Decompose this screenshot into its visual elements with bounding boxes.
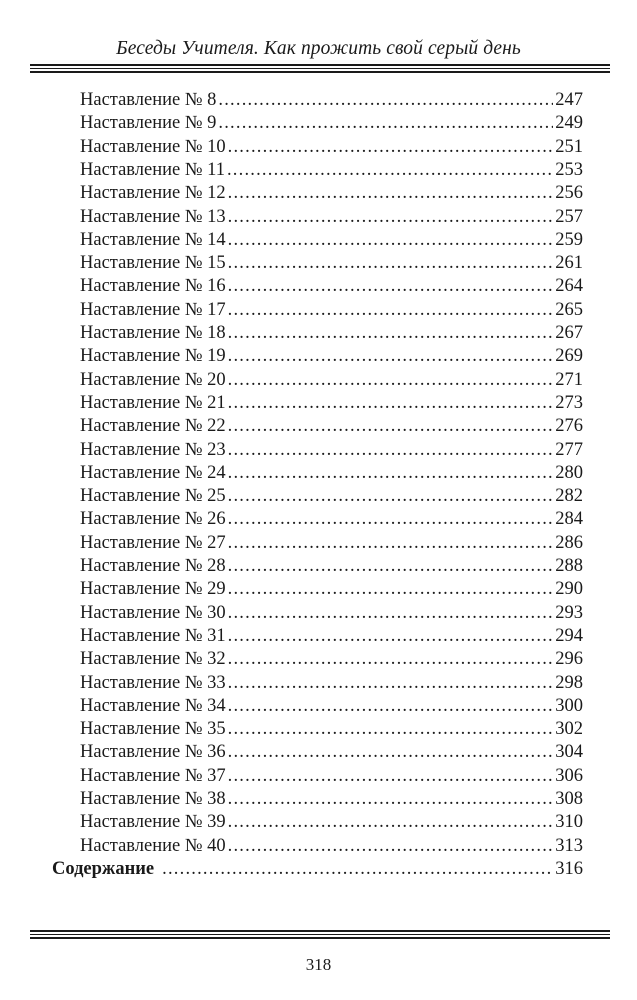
toc-leader-dots (218, 112, 553, 135)
toc-entry (80, 578, 583, 601)
toc-leader-dots (228, 392, 554, 415)
toc-leader-dots (228, 275, 554, 298)
footer-rule-line (30, 930, 610, 932)
toc-entry (80, 252, 583, 275)
toc-entry-label: Наставление № 27 (80, 532, 226, 553)
toc-entry-label: Наставление № 33 (80, 672, 226, 693)
toc-entry-label: Наставление № 32 (80, 649, 226, 670)
toc-entry (80, 765, 583, 788)
toc-entry (80, 555, 583, 578)
toc-entry-page-number: 256 (555, 183, 583, 204)
header-rule-line (30, 71, 610, 73)
toc-entry (80, 392, 583, 415)
toc-leader-dots (228, 415, 554, 438)
toc-entry-label: Наставление № 40 (80, 835, 226, 856)
toc-entry (80, 788, 583, 811)
toc-entry-label: Наставление № 15 (80, 253, 226, 274)
toc-entry-label: Наставление № 31 (80, 625, 226, 646)
toc-leader-dots (228, 811, 554, 834)
toc-entry-page-number: 247 (555, 90, 583, 110)
toc-entry (80, 229, 583, 252)
toc-entry-page-number: 265 (555, 299, 583, 320)
toc-entry (80, 299, 583, 322)
toc-entry-label: Наставление № 26 (80, 509, 226, 530)
toc-leader-dots (228, 648, 554, 671)
toc-entry-page-number: 282 (555, 486, 583, 507)
toc-entry-label: Наставление № 9 (80, 113, 217, 134)
toc-leader-dots (162, 858, 553, 881)
toc-leader-dots (227, 159, 553, 182)
toc-leader-dots (228, 508, 554, 531)
toc-entry-page-number: 284 (555, 509, 583, 530)
toc-entry-page-number: 261 (555, 253, 583, 274)
toc-entry-page-number: 259 (555, 229, 583, 250)
toc-entry (80, 741, 583, 764)
toc-entry (80, 89, 583, 112)
toc-entry (80, 322, 583, 345)
toc-leader-dots (228, 602, 554, 625)
toc-entry-page-number: 308 (555, 789, 583, 809)
toc-entry (80, 462, 583, 485)
toc-entry-label: Наставление № 14 (80, 229, 226, 250)
header-rule-line (30, 64, 610, 66)
page-number: 318 (305, 955, 332, 974)
toc-entry (80, 648, 583, 671)
toc-entry-label: Наставление № 11 (80, 159, 225, 180)
toc-entry (80, 695, 583, 718)
toc-entry-label: Наставление № 38 (80, 789, 226, 809)
toc-leader-dots (228, 206, 554, 229)
toc-leader-dots (228, 578, 554, 601)
toc-entry-page-number: 302 (555, 719, 583, 740)
toc-entry (80, 835, 583, 858)
toc-entry-label: Наставление № 28 (80, 556, 226, 576)
toc-entry-page-number: 296 (555, 649, 583, 670)
toc-leader-dots (228, 788, 554, 811)
toc-entry-page-number: 277 (555, 439, 583, 460)
toc-entry-page-number: 294 (555, 625, 583, 646)
footer-rule-line (30, 934, 610, 935)
toc-entry (80, 811, 583, 834)
toc-leader-dots (228, 765, 554, 788)
toc-entry-page-number: 273 (555, 392, 583, 413)
toc-entry (80, 112, 583, 135)
toc-entry-label: Наставление № 34 (80, 695, 226, 716)
toc-entry-page-number: 300 (555, 695, 583, 716)
toc-leader-dots (228, 229, 554, 252)
toc-leader-dots (218, 89, 553, 112)
toc-entry-label: Наставление № 20 (80, 369, 226, 390)
toc-leader-dots (228, 252, 554, 275)
toc-leader-dots (228, 672, 554, 695)
running-header-title: Беседы Учителя. Как прожить свой серый день (116, 38, 521, 59)
toc-entry-page-number: 288 (555, 556, 583, 576)
toc-entry-label: Наставление № 17 (80, 299, 226, 320)
toc-entry-page-number: 306 (555, 765, 583, 786)
toc-entry-page-number: 271 (555, 369, 583, 390)
toc-leader-dots (228, 625, 554, 648)
toc-entry (80, 532, 583, 555)
toc-entry-page-number: 316 (555, 858, 583, 879)
footer-rule-line (30, 937, 610, 939)
toc-entry-label: Наставление № 29 (80, 579, 226, 600)
toc-entry-page-number: 267 (555, 323, 583, 343)
toc-entry (80, 136, 583, 159)
toc-entry-label: Наставление № 19 (80, 346, 226, 367)
toc-leader-dots (228, 345, 554, 368)
toc-entry-page-number: 264 (555, 276, 583, 297)
toc-entry-page-number: 251 (555, 136, 583, 157)
toc-entry (80, 625, 583, 648)
toc-entry (80, 718, 583, 741)
toc-entry (80, 369, 583, 392)
toc-leader-dots (228, 182, 554, 205)
toc-entry-label: Наставление № 22 (80, 416, 226, 437)
toc-entry-label: Наставление № 18 (80, 323, 226, 343)
toc-entry-contents (52, 858, 583, 881)
toc-entry-page-number: 310 (555, 812, 583, 833)
toc-leader-dots (228, 439, 554, 462)
toc-entry (80, 206, 583, 229)
toc-entry-label: Наставление № 25 (80, 486, 226, 507)
toc-leader-dots (228, 555, 554, 578)
toc-entry-page-number: 253 (555, 159, 583, 180)
toc-entry-label: Наставление № 23 (80, 439, 226, 460)
toc-entry-label: Наставление № 35 (80, 719, 226, 740)
toc-entry-page-number: 280 (555, 462, 583, 483)
toc-entry-label: Наставление № 36 (80, 742, 226, 763)
toc-entry-label: Наставление № 12 (80, 183, 226, 204)
toc-entry-page-number: 269 (555, 346, 583, 367)
toc-entry-label: Содержание (52, 858, 155, 879)
toc-entry-page-number: 286 (555, 532, 583, 553)
toc-entry-label: Наставление № 21 (80, 392, 226, 413)
toc-entry-label: Наставление № 37 (80, 765, 226, 786)
footer-rule (30, 930, 610, 942)
toc-entry-page-number: 293 (555, 602, 583, 623)
toc-entry-page-number: 276 (555, 416, 583, 437)
toc-leader-dots (228, 741, 554, 764)
toc-leader-dots (228, 369, 554, 392)
toc-entry-page-number: 304 (555, 742, 583, 763)
toc-entry-page-number: 249 (555, 113, 583, 134)
toc-leader-dots (228, 532, 554, 555)
header-rule (30, 64, 610, 76)
toc-leader-dots (228, 462, 554, 485)
toc-entry-page-number: 290 (555, 579, 583, 600)
toc-entry (80, 182, 583, 205)
toc-leader-dots (228, 718, 554, 741)
toc-entry-page-number: 313 (555, 835, 583, 856)
toc-entry-label: Наставление № 8 (80, 90, 217, 110)
toc-entry-label: Наставление № 39 (80, 812, 226, 833)
toc-entry-label: Наставление № 24 (80, 462, 226, 483)
toc-entry-page-number: 298 (555, 672, 583, 693)
toc-leader-dots (228, 695, 554, 718)
toc-leader-dots (228, 299, 554, 322)
toc-entry (80, 508, 583, 531)
toc-entry (80, 485, 583, 508)
toc-entry (80, 345, 583, 368)
toc-entry (80, 672, 583, 695)
header-rule-line (30, 68, 610, 69)
toc-leader-dots (228, 485, 554, 508)
toc-entry-page-number: 257 (555, 206, 583, 227)
toc-entry (80, 159, 583, 182)
toc-entry (80, 602, 583, 625)
toc-entry (80, 415, 583, 438)
toc-leader-dots (228, 322, 554, 345)
toc-entry-label: Наставление № 13 (80, 206, 226, 227)
toc-entry (80, 439, 583, 462)
toc-entry (80, 275, 583, 298)
toc-entry-label: Наставление № 16 (80, 276, 226, 297)
toc-entry-label: Наставление № 30 (80, 602, 226, 623)
toc-leader-dots (228, 136, 554, 159)
toc-entry-label: Наставление № 10 (80, 136, 226, 157)
toc-leader-dots (228, 835, 554, 858)
